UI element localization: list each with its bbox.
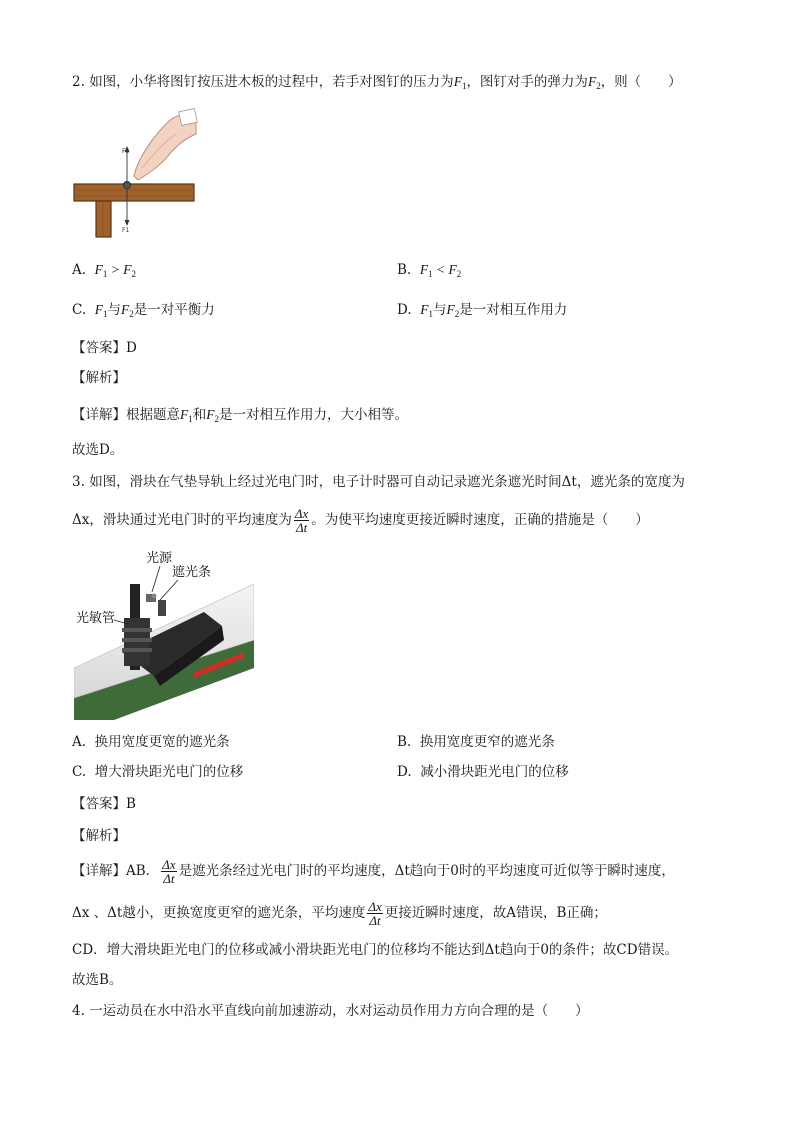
q2-option-b[interactable]: B. $F_1 < F_2$ [397,262,462,279]
q3-option-c-text: 增大滑块距光电门的位移 [94,764,244,780]
q2-stem-c: ，则（ ） [600,74,682,90]
air-track-figure [74,548,254,720]
q3-option-b[interactable]: B. 换用宽度更窄的遮光条 [397,734,555,750]
q2-number: 2. [72,74,85,90]
fig-label-light-source: 光源 [146,551,173,566]
q3-detail-3: CD．增大滑块距光电门的位移或减小滑块距光电门的位移均不能达到Δt趋向于0的条件；故CD错误。 [72,942,679,958]
q2-option-a-text: $F_1 > F_2$ [94,262,137,279]
f1-symbol: $F_1$ [453,74,467,91]
q3-option-c[interactable]: C. 增大滑块距光电门的位移 [72,764,244,780]
fig-label-shading-strip: 遮光条 [172,565,212,580]
q2-stem-a: 如图，小华将图钉按压进木板的过程中，若手对图钉的压力为 [89,74,454,90]
q2-detail: 【详解】根据题意$F_1$和$F_2$是一对相互作用力，大小相等。 [72,407,408,424]
q2-stem [72,72,682,96]
q2-stem-b: ，图钉对手的弹力为 [466,74,588,90]
q3-stem-line2: Δx，滑块通过光电门时的平均速度为 $\frac{\Delta x}{\Delta t}$ 。为使平均速度更接近瞬时速度，正确的措施是（ ） [72,506,649,535]
q3-option-b-text: 换用宽度更窄的遮光条 [419,734,555,750]
q4-stem: 4. 一运动员在水中沿水平直线向前加速游动，水对运动员作用力方向合理的是（ ） [72,1003,589,1019]
q3-answer: 【答案】B [72,796,136,812]
q3-option-d[interactable]: D. 减小滑块距光电门的位移 [397,764,569,780]
q3-option-d-text: 减小滑块距光电门的位移 [420,764,569,780]
q3-number: 3. [72,474,85,490]
thumbtack-figure [72,108,198,240]
q2-conclusion: 故选D。 [72,442,124,458]
q2-option-b-text: $F_1 < F_2$ [419,262,462,279]
q3-fraction: $\frac{\Delta x}{\Delta t}$ [294,506,309,535]
q2-answer: 【答案】D [72,340,137,356]
q2-analysis-title: 【解析】 [72,370,126,386]
q3-option-a[interactable]: A. 换用宽度更宽的遮光条 [72,734,230,750]
q3-conclusion: 故选B。 [72,972,123,988]
f2-symbol: $F_2$ [587,74,601,91]
q3-analysis-title: 【解析】 [72,828,126,844]
q2-option-d-text: 是一对相互作用力 [459,302,568,318]
q3-option-a-text: 换用宽度更宽的遮光条 [94,734,230,750]
q2-option-a[interactable]: A. $F_1 > F_2$ [72,262,137,279]
q2-option-c[interactable]: C. $F_1$与$F_2$是一对平衡力 [72,302,215,319]
q3-detail-1: 【详解】AB． $\frac{\Delta x}{\Delta t}$ 是遮光条经过光电门时的平均速度，Δt趋向于0时的平均速度可近似等于瞬时速度， [72,857,675,886]
fig-label-photo-tube: 光敏管 [76,611,116,626]
fig-label-f2: F2 [122,148,130,155]
fig-label-f1: F1 [122,227,130,234]
q3-detail-2: Δx 、Δt越小，更换宽度更窄的遮光条，平均速度 $\frac{\Delta x}{\Delta t}$ 更接近瞬时速度，故A错误，B正确； [72,899,607,928]
q3-stem-line1: 3. 如图，滑块在气垫导轨上经过光电门时，电子计时器可自动记录遮光条遮光时间Δt，遮光条的宽度为 [72,474,685,490]
q2-option-d[interactable]: D. $F_1$与$F_2$是一对相互作用力 [397,302,568,319]
q4-number: 4. [72,1003,85,1019]
q2-option-c-text: 是一对平衡力 [133,302,215,318]
